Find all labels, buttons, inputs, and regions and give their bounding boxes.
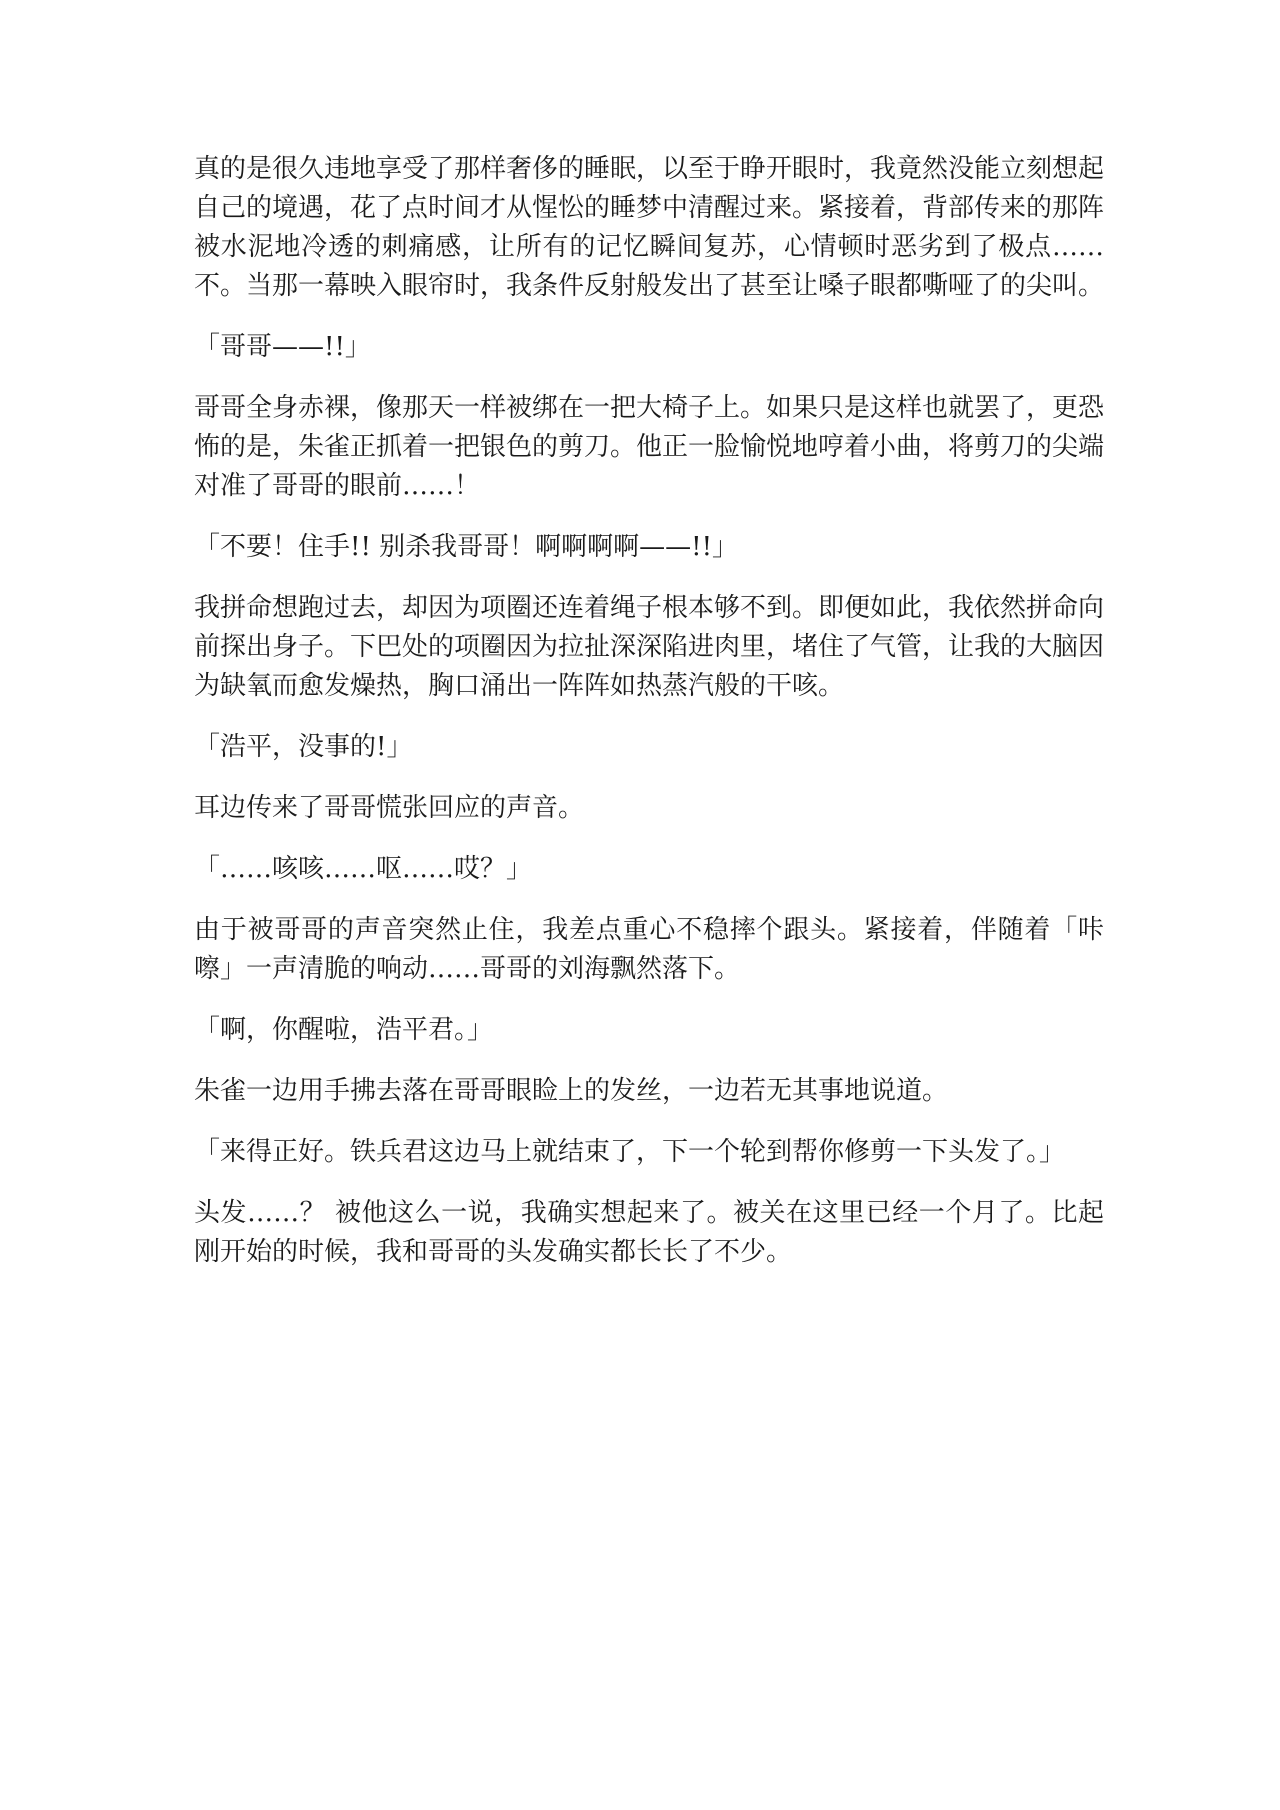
paragraph-1: 真的是很久违地享受了那样奢侈的睡眠，以至于睁开眼时，我竟然没能立刻想起自己的境遇，花了点时间才从惺忪的睡梦中清醒过来。紧接着，背部传来的那阵被水泥地冷透的刺痛感，让所有的记忆瞬间复苏，心情顿时恶劣到了极点……不。当那一幕映入眼帘时，我条件反射般发出了甚至让嗓子眼都嘶哑了的尖叫。 — [194, 154, 1105, 301]
paragraph-6: 朱雀一边用手拂去落在哥哥眼睑上的发丝，一边若无其事地说道。 — [194, 1076, 949, 1106]
paragraph-2: 哥哥全身赤裸，像那天一样被绑在一把大椅子上。如果只是这样也就罢了，更恐怖的是，朱雀正抓着一把银色的剪刀。他正一脸愉悦地哼着小曲，将剪刀的尖端对准了哥哥的眼前……！ — [194, 393, 1105, 501]
dialogue-3: 「浩平，没事的!」 — [194, 732, 413, 762]
body-text — [194, 150, 1104, 1294]
dialogue-4: 「……咳咳……呕……哎？」 — [194, 854, 533, 884]
dialogue-6: 「来得正好。铁兵君这边马上就结束了，下一个轮到帮你修剪一下头发了。」 — [194, 1137, 1066, 1167]
paragraph-4: 耳边传来了哥哥慌张回应的声音。 — [194, 793, 585, 823]
paragraph-3: 我拼命想跑过去，却因为项圈还连着绳子根本够不到。即便如此，我依然拼命向前探出身子。下巴处的项圈因为拉扯深深陷进肉里，堵住了气管，让我的大脑因为缺氧而愈发燥热，胸口涌出一阵阵如热蒸汽般的干咳。 — [194, 593, 1105, 701]
paragraph-7: 头发……？ 被他这么一说，我确实想起来了。被关在这里已经一个月了。比起刚开始的时候，我和哥哥的头发确实都长长了不少。 — [194, 1198, 1104, 1267]
dialogue-1: 「哥哥——!!」 — [194, 332, 371, 362]
dialogue-5: 「啊，你醒啦，浩平君。」 — [194, 1015, 494, 1045]
paragraph-5: 由于被哥哥的声音突然止住，我差点重心不稳摔个跟头。紧接着，伴随着「咔嚓」一声清脆的响动……哥哥的刘海飘然落下。 — [194, 915, 1104, 984]
dialogue-2: 「不要！住手!! 别杀我哥哥！啊啊啊啊——!!」 — [194, 532, 739, 562]
